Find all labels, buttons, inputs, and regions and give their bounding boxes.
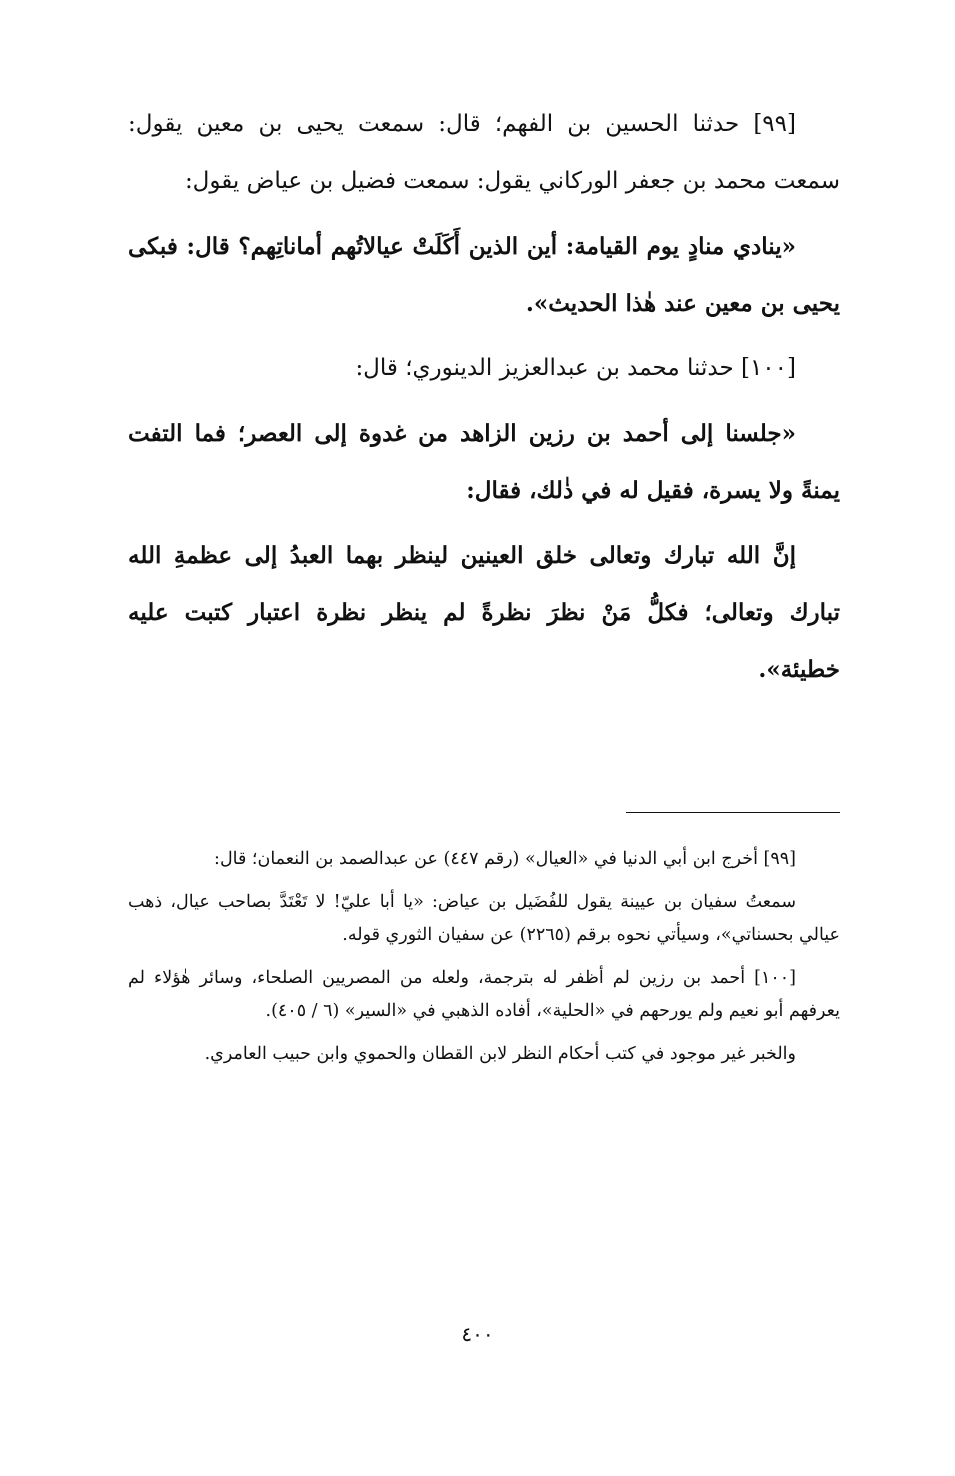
quote-100-part1: «جلسنا إلى أحمد بن رزين الزاهد من غدوة إلى العصر؛ فما التفت يمنةً ولا يسرة، فقيل له في ذٰلك، فقال: xyxy=(128,420,840,504)
footnote-99: [٩٩] أخرج ابن أبي الدنيا في «العيال» (رقم ٤٤٧) عن عبدالصمد بن النعمان؛ قال: xyxy=(214,849,796,869)
footnote-100: [١٠٠] أحمد بن رزين لم أظفر له بترجمة، ولعله من المصريين الصلحاء، وسائر هٰؤلاء لم يعرفهم أبو نعيم ولم يورحهم في «الحلية»، أفاده الذهبي في «السير» (٦ / ٤٠٥). xyxy=(128,968,840,1021)
narration-99: [٩٩] حدثنا الحسين بن الفهم؛ قال: سمعت يحيى بن معين يقول: سمعت محمد بن جعفر الوركاني يقول: سمعت فضيل بن عياض يقول: xyxy=(128,111,840,194)
quote-100-part2: إنَّ الله تبارك وتعالى خلق العينين لينظر بهما العبدُ إلى عظمةِ الله تبارك وتعالى؛ فكلُّ مَنْ نظرَ نظرةً لم ينظر نظرة اعتبار كتبت عليه خطيئة». xyxy=(128,542,840,683)
page-number: ٤٠٠ xyxy=(461,1322,494,1346)
footnote-separator xyxy=(626,812,840,813)
footnote-100-continued: والخبر غير موجود في كتب أحكام النظر لابن القطان والحموي وابن حبيب العامري. xyxy=(204,1044,796,1064)
narration-100: [١٠٠] حدثنا محمد بن عبدالعزيز الدينوري؛ قال: xyxy=(355,355,796,381)
footnote-99-continued: سمعتُ سفيان بن عيينة يقول للفُضَيل بن عياض: «يا أبا عليّ! لا تَعْتَدَّ بصاحب عيال، ذهب عيالي بحسناتي»، وسيأتي نحوه برقم (٢٢٦٥) عن سفيان الثوري قوله. xyxy=(128,892,840,945)
main-text xyxy=(128,96,840,706)
footnotes xyxy=(128,843,840,1081)
quote-99: «ينادي منادٍ يوم القيامة: أين الذين أَكَلَتْ عيالاتُهم أماناتِهم؟ قال: فبكى يحيى بن معين عند هٰذا الحديث». xyxy=(128,233,840,317)
